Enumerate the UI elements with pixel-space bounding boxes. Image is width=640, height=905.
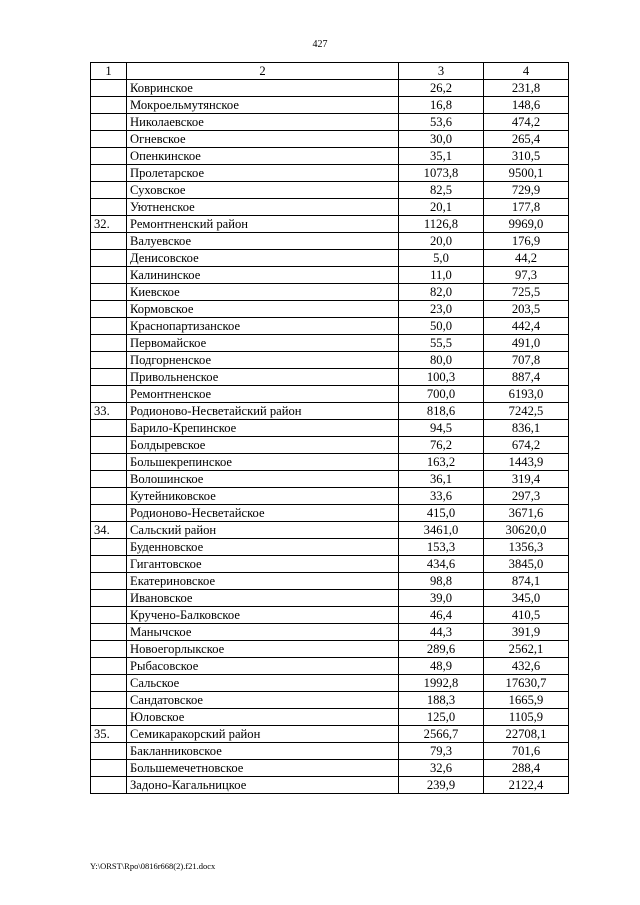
- row-number-cell: [91, 505, 127, 522]
- value-col4-cell: 874,1: [484, 573, 569, 590]
- value-col4-cell: 319,4: [484, 471, 569, 488]
- value-col3-cell: 33,6: [399, 488, 484, 505]
- value-col3-cell: 3461,0: [399, 522, 484, 539]
- value-col4-cell: 1443,9: [484, 454, 569, 471]
- value-col3-cell: 82,0: [399, 284, 484, 301]
- value-col3-cell: 434,6: [399, 556, 484, 573]
- table-row: [91, 403, 569, 420]
- table-row: [91, 182, 569, 199]
- settlement-name-cell: Родионово-Несветайский район: [127, 403, 399, 420]
- row-number-cell: [91, 97, 127, 114]
- value-col3-cell: 153,3: [399, 539, 484, 556]
- settlement-name-cell: Николаевское: [127, 114, 399, 131]
- value-col3-cell: 818,6: [399, 403, 484, 420]
- settlement-name-cell: Новоегорлыкское: [127, 641, 399, 658]
- settlement-name-cell: Барило-Крепинское: [127, 420, 399, 437]
- value-col3-cell: 80,0: [399, 352, 484, 369]
- value-col4-cell: 474,2: [484, 114, 569, 131]
- row-number-cell: 34.: [91, 522, 127, 539]
- settlement-name-cell: Буденновское: [127, 539, 399, 556]
- row-number-cell: [91, 539, 127, 556]
- row-number-cell: [91, 471, 127, 488]
- value-col4-cell: 310,5: [484, 148, 569, 165]
- settlement-name-cell: Большекрепинское: [127, 454, 399, 471]
- value-col4-cell: 1105,9: [484, 709, 569, 726]
- row-number-cell: [91, 182, 127, 199]
- value-col3-cell: 94,5: [399, 420, 484, 437]
- row-number-cell: [91, 199, 127, 216]
- value-col4-cell: 491,0: [484, 335, 569, 352]
- value-col4-cell: 7242,5: [484, 403, 569, 420]
- settlement-name-cell: Суховское: [127, 182, 399, 199]
- value-col4-cell: 9969,0: [484, 216, 569, 233]
- table-row: [91, 437, 569, 454]
- table-row: [91, 777, 569, 794]
- row-number-cell: [91, 267, 127, 284]
- settlement-name-cell: Ремонтненский район: [127, 216, 399, 233]
- value-col4-cell: 97,3: [484, 267, 569, 284]
- settlement-name-cell: Кормовское: [127, 301, 399, 318]
- settlement-name-cell: Калининское: [127, 267, 399, 284]
- table-row: [91, 386, 569, 403]
- table-row: [91, 607, 569, 624]
- value-col4-cell: 231,8: [484, 80, 569, 97]
- table-row: [91, 267, 569, 284]
- value-col3-cell: 98,8: [399, 573, 484, 590]
- settlement-name-cell: Родионово-Несветайское: [127, 505, 399, 522]
- value-col4-cell: 887,4: [484, 369, 569, 386]
- row-number-cell: [91, 658, 127, 675]
- settlement-name-cell: Краснопартизанское: [127, 318, 399, 335]
- value-col3-cell: 5,0: [399, 250, 484, 267]
- row-number-cell: [91, 148, 127, 165]
- settlement-name-cell: Опенкинское: [127, 148, 399, 165]
- table-row: [91, 165, 569, 182]
- table-row: [91, 675, 569, 692]
- table-row: [91, 624, 569, 641]
- value-col3-cell: 26,2: [399, 80, 484, 97]
- value-col4-cell: 9500,1: [484, 165, 569, 182]
- value-col3-cell: 48,9: [399, 658, 484, 675]
- table-row: [91, 250, 569, 267]
- value-col3-cell: 82,5: [399, 182, 484, 199]
- table-row: [91, 335, 569, 352]
- value-col4-cell: 391,9: [484, 624, 569, 641]
- row-number-cell: [91, 454, 127, 471]
- table-row: [91, 539, 569, 556]
- table-row: [91, 505, 569, 522]
- value-col4-cell: 177,8: [484, 199, 569, 216]
- settlement-name-cell: Задоно-Кагальницкое: [127, 777, 399, 794]
- row-number-cell: [91, 250, 127, 267]
- value-col4-cell: 729,9: [484, 182, 569, 199]
- value-col3-cell: 100,3: [399, 369, 484, 386]
- value-col4-cell: 345,0: [484, 590, 569, 607]
- row-number-cell: [91, 335, 127, 352]
- column-header-4: 4: [484, 63, 569, 80]
- settlement-name-cell: Ковринское: [127, 80, 399, 97]
- table-row: [91, 573, 569, 590]
- table-row: [91, 658, 569, 675]
- value-col4-cell: 2122,4: [484, 777, 569, 794]
- settlement-name-cell: Денисовское: [127, 250, 399, 267]
- value-col4-cell: 30620,0: [484, 522, 569, 539]
- table-header-row: [91, 63, 569, 80]
- row-number-cell: [91, 386, 127, 403]
- settlement-name-cell: Сальское: [127, 675, 399, 692]
- settlement-name-cell: Кутейниковское: [127, 488, 399, 505]
- row-number-cell: [91, 369, 127, 386]
- table-row: [91, 709, 569, 726]
- row-number-cell: [91, 233, 127, 250]
- table-row: [91, 488, 569, 505]
- settlement-name-cell: Ивановское: [127, 590, 399, 607]
- settlement-name-cell: Болдыревское: [127, 437, 399, 454]
- row-number-cell: [91, 318, 127, 335]
- settlement-name-cell: Ремонтненское: [127, 386, 399, 403]
- row-number-cell: [91, 437, 127, 454]
- value-col3-cell: 188,3: [399, 692, 484, 709]
- value-col4-cell: 442,4: [484, 318, 569, 335]
- row-number-cell: [91, 624, 127, 641]
- row-number-cell: [91, 131, 127, 148]
- table-row: [91, 216, 569, 233]
- value-col3-cell: 36,1: [399, 471, 484, 488]
- value-col4-cell: 297,3: [484, 488, 569, 505]
- table-row: [91, 590, 569, 607]
- table-row: [91, 97, 569, 114]
- value-col3-cell: 16,8: [399, 97, 484, 114]
- value-col3-cell: 79,3: [399, 743, 484, 760]
- row-number-cell: [91, 607, 127, 624]
- table-row: [91, 80, 569, 97]
- settlement-name-cell: Кручено-Балковское: [127, 607, 399, 624]
- table-row: [91, 760, 569, 777]
- settlement-name-cell: Бакланниковское: [127, 743, 399, 760]
- row-number-cell: [91, 692, 127, 709]
- table-row: [91, 233, 569, 250]
- settlement-name-cell: Подгорненское: [127, 352, 399, 369]
- value-col3-cell: 415,0: [399, 505, 484, 522]
- settlement-name-cell: Киевское: [127, 284, 399, 301]
- value-col4-cell: 22708,1: [484, 726, 569, 743]
- settlement-name-cell: Первомайское: [127, 335, 399, 352]
- settlement-name-cell: Уютненское: [127, 199, 399, 216]
- value-col3-cell: 44,3: [399, 624, 484, 641]
- value-col3-cell: 55,5: [399, 335, 484, 352]
- table-row: [91, 199, 569, 216]
- footer-file-path: Y:\ORST\Rpo\0816r668(2).f21.docx: [90, 861, 216, 871]
- value-col3-cell: 39,0: [399, 590, 484, 607]
- value-col3-cell: 20,1: [399, 199, 484, 216]
- value-col4-cell: 203,5: [484, 301, 569, 318]
- value-col3-cell: 239,9: [399, 777, 484, 794]
- table-row: [91, 556, 569, 573]
- table-row: [91, 131, 569, 148]
- value-col3-cell: 20,0: [399, 233, 484, 250]
- value-col4-cell: 288,4: [484, 760, 569, 777]
- value-col3-cell: 23,0: [399, 301, 484, 318]
- table-row: [91, 726, 569, 743]
- column-header-3: 3: [399, 63, 484, 80]
- row-number-cell: [91, 590, 127, 607]
- row-number-cell: [91, 80, 127, 97]
- value-col3-cell: 1992,8: [399, 675, 484, 692]
- table-row: [91, 148, 569, 165]
- value-col3-cell: 125,0: [399, 709, 484, 726]
- value-col4-cell: 3671,6: [484, 505, 569, 522]
- value-col3-cell: 1073,8: [399, 165, 484, 182]
- table-row: [91, 352, 569, 369]
- settlement-name-cell: Манычское: [127, 624, 399, 641]
- value-col4-cell: 725,5: [484, 284, 569, 301]
- value-col4-cell: 44,2: [484, 250, 569, 267]
- table-row: [91, 454, 569, 471]
- table-row: [91, 301, 569, 318]
- value-col4-cell: 265,4: [484, 131, 569, 148]
- row-number-cell: [91, 777, 127, 794]
- value-col3-cell: 53,6: [399, 114, 484, 131]
- row-number-cell: [91, 352, 127, 369]
- settlement-name-cell: Большемечетновское: [127, 760, 399, 777]
- table-row: [91, 692, 569, 709]
- row-number-cell: 33.: [91, 403, 127, 420]
- settlement-name-cell: Валуевское: [127, 233, 399, 250]
- table-row: [91, 743, 569, 760]
- value-col3-cell: 11,0: [399, 267, 484, 284]
- value-col4-cell: 674,2: [484, 437, 569, 454]
- row-number-cell: 32.: [91, 216, 127, 233]
- value-col4-cell: 6193,0: [484, 386, 569, 403]
- value-col3-cell: 30,0: [399, 131, 484, 148]
- value-col3-cell: 32,6: [399, 760, 484, 777]
- settlement-name-cell: Екатериновское: [127, 573, 399, 590]
- value-col4-cell: 707,8: [484, 352, 569, 369]
- settlement-name-cell: Рыбасовское: [127, 658, 399, 675]
- value-col4-cell: 17630,7: [484, 675, 569, 692]
- value-col4-cell: 2562,1: [484, 641, 569, 658]
- table-row: [91, 420, 569, 437]
- table-row: [91, 114, 569, 131]
- value-col3-cell: 2566,7: [399, 726, 484, 743]
- value-col3-cell: 163,2: [399, 454, 484, 471]
- row-number-cell: [91, 165, 127, 182]
- row-number-cell: [91, 760, 127, 777]
- row-number-cell: [91, 488, 127, 505]
- settlement-name-cell: Сальский район: [127, 522, 399, 539]
- value-col4-cell: 1665,9: [484, 692, 569, 709]
- row-number-cell: [91, 420, 127, 437]
- value-col4-cell: 176,9: [484, 233, 569, 250]
- data-table: [90, 62, 569, 794]
- value-col4-cell: 432,6: [484, 658, 569, 675]
- settlement-name-cell: Юловское: [127, 709, 399, 726]
- value-col3-cell: 76,2: [399, 437, 484, 454]
- value-col4-cell: 836,1: [484, 420, 569, 437]
- value-col4-cell: 701,6: [484, 743, 569, 760]
- settlement-name-cell: Мокроельмутянское: [127, 97, 399, 114]
- settlement-name-cell: Волошинское: [127, 471, 399, 488]
- row-number-cell: [91, 675, 127, 692]
- settlement-name-cell: Гигантовское: [127, 556, 399, 573]
- row-number-cell: [91, 743, 127, 760]
- table-row: [91, 522, 569, 539]
- settlement-name-cell: Сандатовское: [127, 692, 399, 709]
- value-col4-cell: 410,5: [484, 607, 569, 624]
- value-col4-cell: 1356,3: [484, 539, 569, 556]
- table-row: [91, 471, 569, 488]
- row-number-cell: [91, 641, 127, 658]
- row-number-cell: [91, 284, 127, 301]
- value-col3-cell: 35,1: [399, 148, 484, 165]
- settlement-name-cell: Привольненское: [127, 369, 399, 386]
- row-number-cell: 35.: [91, 726, 127, 743]
- row-number-cell: [91, 301, 127, 318]
- page-number: 427: [312, 39, 328, 50]
- table-row: [91, 318, 569, 335]
- column-header-1: 1: [91, 63, 127, 80]
- value-col3-cell: 289,6: [399, 641, 484, 658]
- row-number-cell: [91, 556, 127, 573]
- column-header-2: 2: [127, 63, 399, 80]
- settlement-name-cell: Семикаракорский район: [127, 726, 399, 743]
- table-row: [91, 284, 569, 301]
- table-row: [91, 641, 569, 658]
- settlement-name-cell: Огневское: [127, 131, 399, 148]
- value-col3-cell: 50,0: [399, 318, 484, 335]
- value-col3-cell: 46,4: [399, 607, 484, 624]
- value-col3-cell: 1126,8: [399, 216, 484, 233]
- settlement-name-cell: Пролетарское: [127, 165, 399, 182]
- row-number-cell: [91, 114, 127, 131]
- row-number-cell: [91, 709, 127, 726]
- row-number-cell: [91, 573, 127, 590]
- table-row: [91, 369, 569, 386]
- value-col4-cell: 3845,0: [484, 556, 569, 573]
- value-col3-cell: 700,0: [399, 386, 484, 403]
- value-col4-cell: 148,6: [484, 97, 569, 114]
